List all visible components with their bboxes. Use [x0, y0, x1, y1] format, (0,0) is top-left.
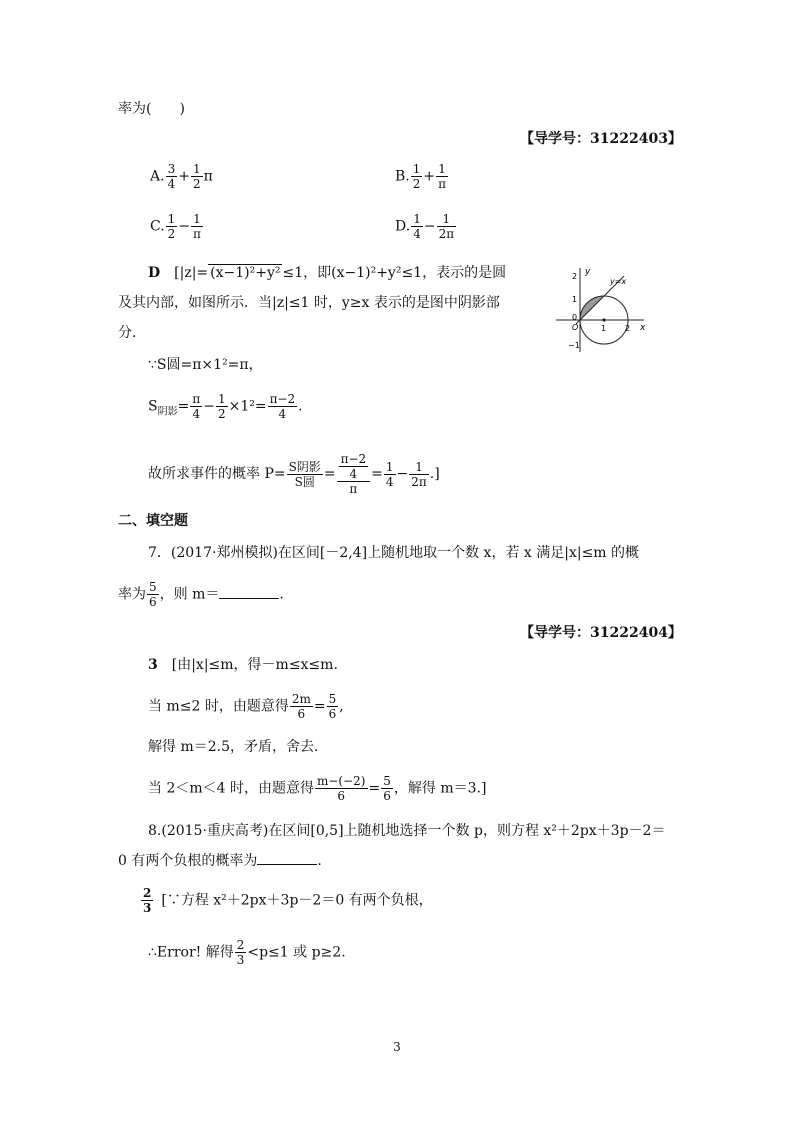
x-tick-2: 2: [625, 324, 631, 333]
section-heading: 二、填空题: [118, 513, 188, 529]
option-c: C. $\frac{1}{2}$ − $\frac{1}{\pi}$: [150, 212, 201, 241]
question-8-line-1: 8.(2015·重庆高考)在区间[0,5]上随机地选择一个数 p，则方程 x²＋2px＋3p－2＝: [148, 823, 666, 839]
y-tick-0: 0: [572, 313, 578, 322]
question-tail: 率为( ): [118, 101, 185, 117]
line-label: y=x: [610, 277, 627, 286]
solution-7-line-4: 当 2＜m＜4 时，由题意得 $\frac{m-(-2)}{6}$ = $\frac{5}{6}$ ，解得 m＝3.]: [148, 774, 487, 803]
question-7-line-2: 率为 $\frac{5}{6}$ ，则 m＝ .: [118, 580, 284, 609]
guide-number-1: 【导学号：31222403】: [520, 131, 682, 147]
solution-8-line-2: ∴Error! 解得 $\frac{2}{3}$ <p≤1 或 p≥2.: [148, 938, 346, 967]
circle-figure: [548, 262, 654, 354]
solution-6-circle-area: ∵S圆=π×1²=π，: [148, 357, 263, 373]
page-number: 3: [393, 1040, 401, 1054]
y-tick-minus-1: −1: [568, 341, 580, 350]
question-8-line-2: 0 有两个负根的概率为 .: [118, 853, 322, 869]
solution-6-line-1: D [|z|= (x−1)²+y² ≤1，即(x−1)²+y²≤1，表示的是圆: [148, 265, 507, 281]
solution-6-probability: 故所求事件的概率 P= $\frac{\text{S阴影}}{\text{S圆}}$ = $\frac{\frac{\pi-2}{4}}{\pi}$ = $\frac{1}{4}$ − $\frac{1}{2\pi}$ .]: [148, 452, 440, 496]
solution-8-line-1: $\frac{2}{3}$ [∵方程 x²＋2px＋3p－2＝0 有两个负根，: [143, 886, 433, 915]
guide-number-2: 【导学号：31222404】: [520, 625, 682, 641]
y-tick-1: 1: [572, 295, 578, 304]
question-7-line-1: 7．(2017·郑州模拟)在区间[－2,4]上随机地取一个数 x，若 x 满足|x|≤m 的概: [148, 545, 640, 561]
origin-label: O: [572, 323, 579, 332]
solution-7-line-1: 3 [由|x|≤m，得－m≤x≤m.: [148, 657, 338, 673]
center-dot: [602, 318, 605, 321]
solution-6-line-3: 分．: [118, 325, 146, 341]
solution-7-line-2: 当 m≤2 时，由题意得 $\frac{2m}{6}$ = $\frac{5}{6}$ ,: [148, 692, 344, 721]
solution-6-line-2: 及其内部，如图所示．当|z|≤1 时，y≥x 表示的是图中阴影部: [118, 295, 500, 311]
option-a: A. $\frac{3}{4}$ + $\frac{1}{2}$ π: [150, 162, 213, 191]
option-d: D. $\frac{1}{4}$ − $\frac{1}{2\pi}$: [395, 212, 455, 241]
x-axis-label: x: [640, 323, 646, 333]
solution-7-line-3: 解得 m＝2.5，矛盾，舍去．: [148, 739, 328, 755]
option-b: B. $\frac{1}{2}$ + $\frac{1}{\pi}$: [395, 162, 447, 191]
y-tick-2: 2: [572, 272, 578, 281]
solution-6-shade-area: $S_{阴影}=$ $\frac{\pi}{4}$ − $\frac{1}{2}$ ×1²= $\frac{\pi-2}{4}$ .: [148, 392, 303, 421]
x-tick-1: 1: [601, 324, 607, 333]
y-axis-label: y: [585, 267, 591, 277]
answer-blank-7: [219, 586, 279, 599]
answer-blank-8: [257, 852, 317, 865]
